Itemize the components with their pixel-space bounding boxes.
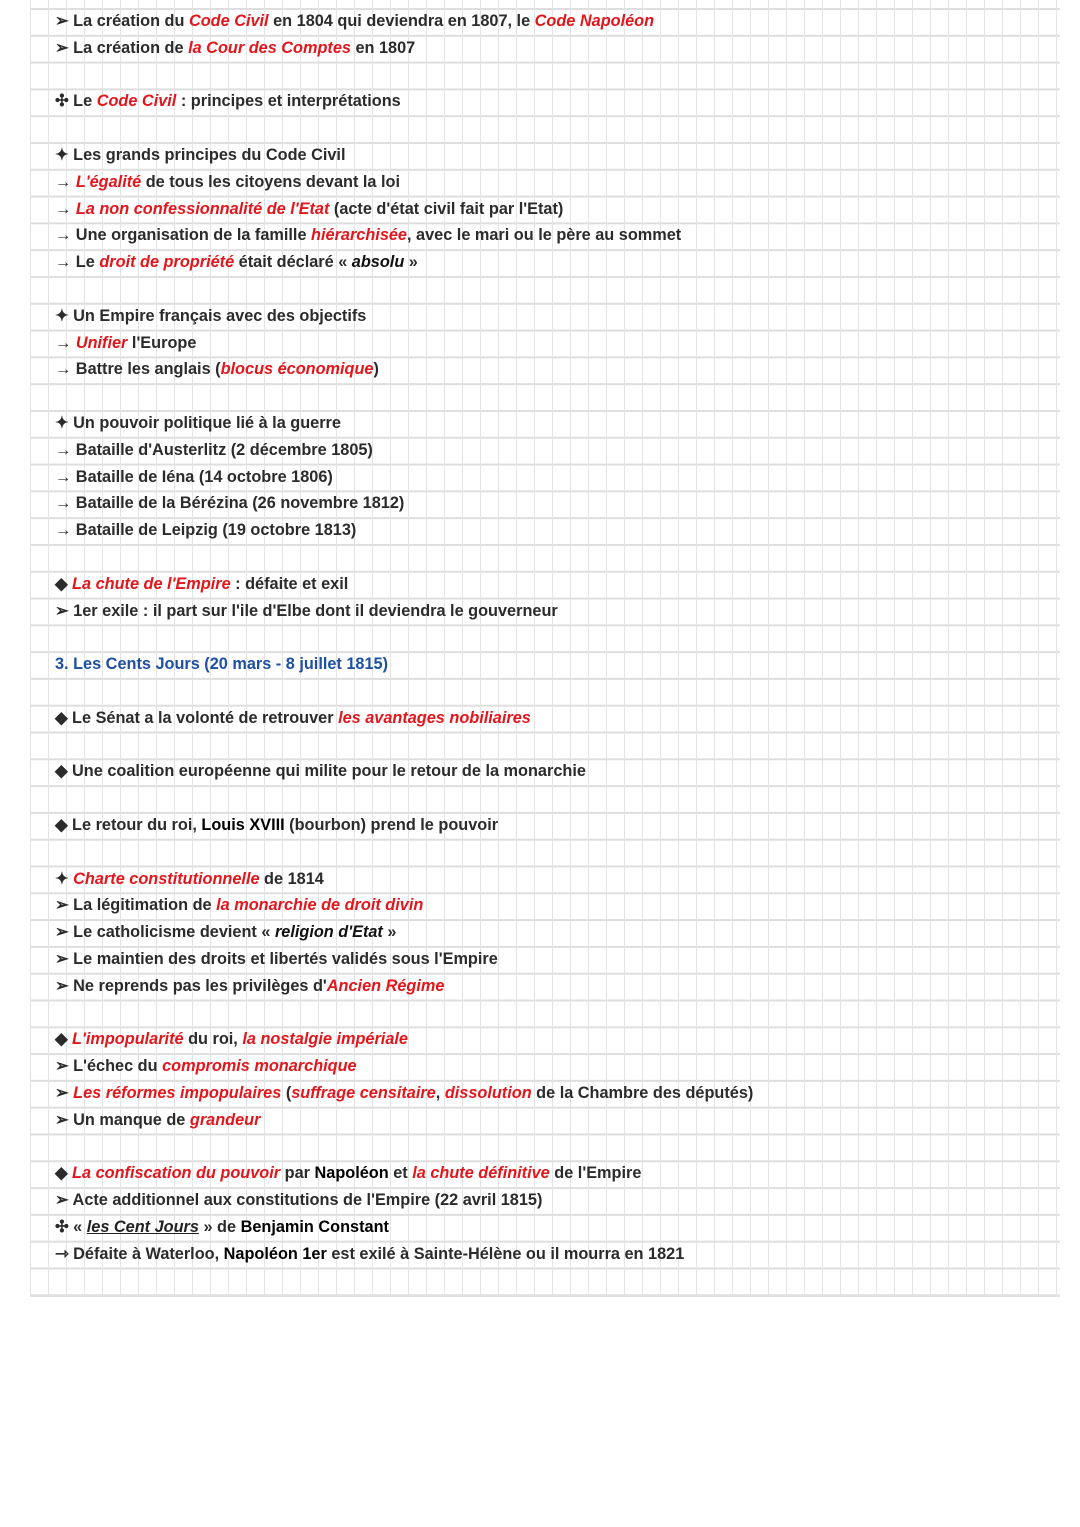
note-line: [55, 517, 1055, 544]
highlighted-term: la nostalgie impériale: [242, 1030, 408, 1049]
text-segment: ◆ Une coalition européenne qui milite pour le retour de la monarchie: [55, 762, 586, 781]
blank-line: [55, 383, 1055, 410]
note-line: [55, 919, 1055, 946]
text-segment: ➢ La création de: [55, 38, 189, 57]
highlighted-term: hiérarchisée: [311, 226, 407, 245]
note-line: [55, 490, 1055, 517]
note-line: [55, 303, 1055, 330]
notes-body: [55, 8, 1055, 1267]
text-segment: → Battre les anglais (: [55, 360, 221, 379]
note-line: [55, 356, 1055, 383]
highlighted-term: les avantages nobiliaires: [338, 708, 531, 727]
text-segment: de tous les citoyens devant la loi: [141, 172, 400, 191]
note-line: [55, 705, 1055, 732]
text-segment: →: [55, 333, 76, 352]
note-line: [55, 88, 1055, 115]
note-line: [55, 946, 1055, 973]
highlighted-term: Code Civil: [96, 92, 177, 111]
text-segment: ◆: [55, 1030, 73, 1049]
text-segment: ✦ Les grands principes du Code Civil: [55, 145, 346, 164]
highlighted-term: Unifier: [75, 333, 128, 352]
blank-line: [55, 785, 1055, 812]
text-segment: était déclaré «: [234, 253, 352, 272]
highlighted-term: L'impopularité: [72, 1030, 184, 1049]
text-segment: : défaite et exil: [230, 574, 349, 593]
blank-line: [55, 624, 1055, 651]
note-line: [55, 1026, 1055, 1053]
text-segment: ➢ Acte additionnel aux constitutions de l'Empire (22 avril 1815): [55, 1191, 543, 1210]
note-line: [55, 142, 1055, 169]
text-segment: (: [281, 1083, 292, 1102]
blank-line: [55, 276, 1055, 303]
text-segment: ◆ Le Sénat a la volonté de retrouver: [55, 708, 339, 727]
text-segment: →: [55, 199, 76, 218]
highlighted-term: Les réformes impopulaires: [73, 1083, 282, 1102]
highlighted-term: La confiscation du pouvoir: [72, 1164, 281, 1183]
highlighted-term: Charte constitutionnelle: [73, 869, 260, 888]
note-line: [55, 196, 1055, 223]
note-line: [55, 812, 1055, 839]
highlighted-term: grandeur: [189, 1110, 261, 1129]
text-segment: ✦ Un pouvoir politique lié à la guerre: [55, 413, 341, 432]
blank-line: [55, 1133, 1055, 1160]
note-line: [55, 892, 1055, 919]
text-segment: ➢ L'échec du: [55, 1057, 163, 1076]
section-heading: 3. Les Cents Jours (20 mars - 8 juillet 1815): [55, 655, 389, 674]
blank-line: [55, 62, 1055, 89]
note-line: [55, 1187, 1055, 1214]
text-segment: ✦ Un Empire français avec des objectifs: [55, 306, 367, 325]
text-segment: religion d'Etat: [274, 923, 383, 942]
text-segment: l'Europe: [127, 333, 197, 352]
text-segment: absolu: [351, 253, 405, 272]
highlighted-term: blocus économique: [220, 360, 374, 379]
text-segment: ◆: [55, 574, 73, 593]
text-segment: , avec le mari ou le père au sommet: [407, 226, 682, 245]
text-segment: en 1807: [350, 38, 416, 57]
note-line: [55, 35, 1055, 62]
text-segment: → Le: [55, 253, 100, 272]
text-segment: de l'Empire: [549, 1164, 642, 1183]
highlighted-term: la monarchie de droit divin: [216, 896, 424, 915]
text-segment: » de: [198, 1217, 241, 1236]
note-line: [55, 464, 1055, 491]
text-segment: par: [280, 1164, 315, 1183]
text-segment: les Cent Jours: [86, 1217, 199, 1236]
text-segment: : principes et interprétations: [176, 92, 401, 111]
bold-term: Napoléon 1er: [223, 1244, 327, 1263]
text-segment: et: [388, 1164, 413, 1183]
text-segment: ◆: [55, 1164, 73, 1183]
note-line: [55, 1214, 1055, 1241]
highlighted-term: Code Napoléon: [534, 12, 655, 30]
text-segment: ✦: [55, 869, 74, 888]
note-line: [55, 169, 1055, 196]
text-segment: »: [382, 923, 397, 942]
text-segment: ➢ La légitimation de: [55, 896, 217, 915]
text-segment: → Bataille de Iéna (14 octobre 1806): [55, 467, 333, 486]
highlighted-term: dissolution: [444, 1083, 532, 1102]
text-segment: ➢ Un manque de: [55, 1110, 190, 1129]
note-line: [55, 437, 1055, 464]
bold-term: Louis XVIII: [201, 815, 285, 834]
highlighted-term: Ancien Régime: [326, 976, 445, 995]
highlighted-term: compromis monarchique: [162, 1057, 357, 1076]
text-segment: est exilé à Sainte-Hélène ou il mourra en 1821: [326, 1244, 685, 1263]
note-line: [55, 758, 1055, 785]
text-segment: →: [55, 172, 76, 191]
text-segment: ,: [435, 1083, 445, 1102]
note-line: [55, 866, 1055, 893]
text-segment: ➢ La création du: [55, 12, 189, 30]
note-line: [55, 651, 1055, 678]
text-segment: → Bataille d'Austerlitz (2 décembre 1805): [55, 440, 373, 459]
highlighted-term: suffrage censitaire: [291, 1083, 436, 1102]
blank-line: [55, 115, 1055, 142]
text-segment: ➢ 1er exile : il part sur l'ile d'Elbe dont il deviendra le gouverneur: [55, 601, 558, 620]
bold-term: Napoléon: [314, 1164, 389, 1183]
note-line: [55, 598, 1055, 625]
highlighted-term: L'égalité: [75, 172, 142, 191]
text-segment: du roi,: [183, 1030, 243, 1049]
note-line: [55, 1107, 1055, 1134]
text-segment: (acte d'état civil fait par l'Etat): [329, 199, 564, 218]
note-line: [55, 249, 1055, 276]
note-line: [55, 571, 1055, 598]
text-segment: ➢ Le catholicisme devient «: [55, 923, 275, 942]
text-segment: (bourbon) prend le pouvoir: [284, 815, 499, 834]
note-line: [55, 973, 1055, 1000]
text-segment: ✣ «: [55, 1217, 87, 1236]
text-segment: en 1804 qui deviendra en 1807, le: [268, 12, 535, 30]
highlighted-term: La non confessionnalité de l'Etat: [75, 199, 330, 218]
text-segment: ✣ Le: [55, 92, 97, 111]
text-segment: ➢: [55, 1083, 74, 1102]
text-segment: ⇾ Défaite à Waterloo,: [55, 1244, 224, 1263]
text-segment: → Bataille de Leipzig (19 octobre 1813): [55, 521, 357, 540]
note-line: [55, 222, 1055, 249]
highlighted-term: La chute de l'Empire: [72, 574, 231, 593]
text-segment: ➢ Ne reprends pas les privilèges d': [55, 976, 327, 995]
text-segment: de 1814: [259, 869, 324, 888]
note-line: [55, 330, 1055, 357]
text-segment: de la Chambre des députés): [531, 1083, 754, 1102]
blank-line: [55, 999, 1055, 1026]
note-line: [55, 1241, 1055, 1268]
note-line: [55, 410, 1055, 437]
blank-line: [55, 732, 1055, 759]
blank-line: [55, 544, 1055, 571]
highlighted-term: la Cour des Comptes: [188, 38, 351, 57]
note-line: [55, 1160, 1055, 1187]
highlighted-term: la chute définitive: [412, 1164, 550, 1183]
text-segment: → Une organisation de la famille: [55, 226, 312, 245]
highlighted-term: droit de propriété: [99, 253, 235, 272]
bold-term: Benjamin Constant: [240, 1217, 389, 1236]
text-segment: ): [373, 360, 379, 379]
highlighted-term: Code Civil: [188, 12, 269, 30]
text-segment: → Bataille de la Bérézina (26 novembre 1812): [55, 494, 405, 513]
note-line: [55, 1080, 1055, 1107]
text-segment: »: [404, 253, 418, 272]
note-line: [55, 1053, 1055, 1080]
text-segment: ◆ Le retour du roi,: [55, 815, 202, 834]
note-line: [55, 8, 1055, 35]
blank-line: [55, 678, 1055, 705]
text-segment: ➢ Le maintien des droits et libertés validés sous l'Empire: [55, 949, 498, 968]
blank-line: [55, 839, 1055, 866]
